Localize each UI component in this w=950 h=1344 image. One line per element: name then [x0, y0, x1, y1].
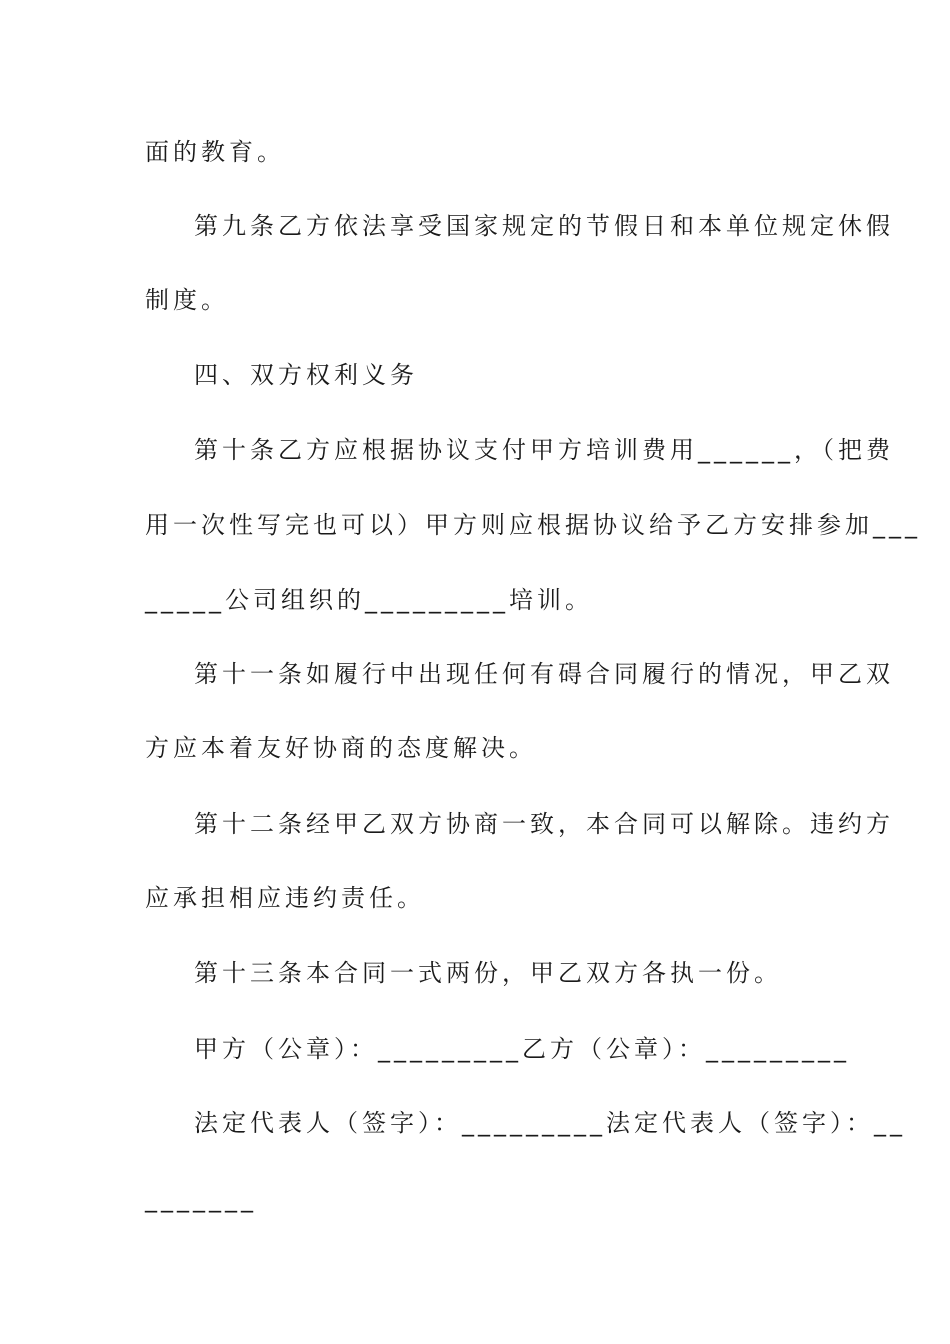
text-line-9: 方应本着友好协商的态度解决。	[145, 734, 537, 762]
text-line-10: 第十二条经甲乙双方协商一致，本合同可以解除。违约方	[194, 810, 894, 838]
seal-line: 甲方（公章）：_________乙方（公章）：_________	[194, 1035, 850, 1063]
text-line-2: 第九条乙方依法享受国家规定的节假日和本单位规定休假	[194, 212, 894, 240]
text-line-7: _____公司组织的_________培训。	[145, 586, 593, 614]
text-line-3: 制度。	[145, 286, 229, 314]
text-line-1: 面的教育。	[145, 138, 285, 166]
text-line-11: 应承担相应违约责任。	[145, 884, 425, 912]
signature-line: 法定代表人（签字）：_________法定代表人（签字）：__	[194, 1109, 906, 1137]
section-heading: 四、双方权利义务	[194, 361, 418, 389]
signature-line-continued: _______	[145, 1185, 257, 1213]
text-line-12: 第十三条本合同一式两份，甲乙双方各执一份。	[194, 959, 782, 987]
text-line-8: 第十一条如履行中出现任何有碍合同履行的情况，甲乙双	[194, 660, 894, 688]
text-line-5: 第十条乙方应根据协议支付甲方培训费用______，（把费	[194, 436, 894, 464]
text-line-6: 用一次性写完也可以）甲方则应根据协议给予乙方安排参加___	[145, 511, 921, 539]
